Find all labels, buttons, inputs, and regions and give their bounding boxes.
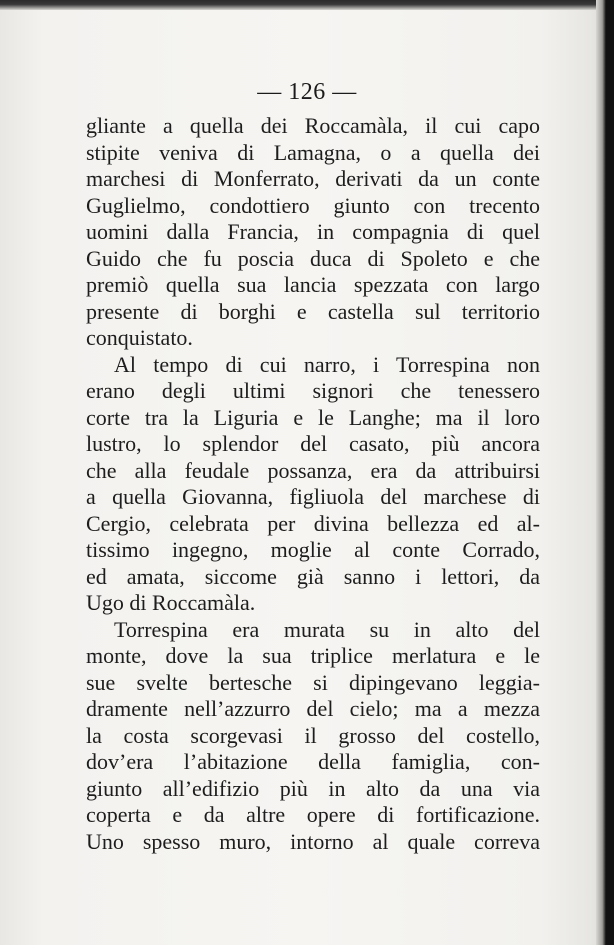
top-page-edge (0, 0, 614, 10)
text-line: presente di borghi e castella sul territorio (86, 298, 540, 324)
text-line: dramente nell’azzurro del cielo; ma a mezza (86, 696, 540, 721)
text-line: Cergio, celebrata per divina bellezza ed al- (86, 510, 540, 536)
text-line: Guido che fu poscia duca di Spoleto e che (86, 245, 540, 271)
text-line: corte tra la Liguria e le Langhe; ma il loro (86, 404, 540, 430)
text-line: stipite veniva di Lamagna, o a quella dei (86, 139, 540, 165)
text-line: uomini dalla Francia, in compagnia di quel (86, 219, 540, 244)
text-line: giunto all’edifizio più in alto da una via (86, 775, 540, 801)
text-line: conquistato. (86, 325, 193, 350)
text-line: Al tempo di cui narro, i Torrespina non (114, 351, 540, 377)
text-line: la costa scorgevasi il grosso del costello, (86, 722, 540, 748)
text-line: Uno spesso muro, intorno al quale correva (86, 828, 540, 854)
text-line: tissimo ingegno, moglie al conte Corrado, (86, 537, 540, 562)
text-line: erano degli ultimi signori che tenessero (86, 378, 540, 403)
text-line: che alla feudale possanza, era da attribuirsi (86, 457, 540, 483)
text-block (86, 113, 540, 855)
text-line: a quella Giovanna, figliuola del marchese di (86, 484, 540, 509)
page-number: — 126 — (257, 79, 357, 105)
text-line: lustro, lo splendor del casato, più ancora (86, 431, 540, 456)
text-line: ed amata, siccome già sanno i lettori, da (86, 563, 540, 589)
text-line: sue svelte bertesche si dipingevano leggia- (86, 669, 540, 695)
text-line: Guglielmo, condottiero giunto con trecento (86, 192, 540, 218)
right-scan-edge (596, 0, 614, 945)
text-line: premiò quella sua lancia spezzata con largo (86, 272, 540, 297)
text-line: gliante a quella dei Roccamàla, il cui capo (86, 113, 540, 138)
text-line: dov’era l’abitazione della famiglia, con- (86, 749, 540, 774)
text-line: monte, dove la sua triplice merlatura e le (86, 643, 540, 668)
text-line: Ugo di Roccamàla. (86, 590, 256, 615)
text-line: Torrespina era murata su in alto del (114, 616, 540, 642)
text-line: coperta e da altre opere di fortificazione. (86, 802, 540, 827)
text-line: marchesi di Monferrato, derivati da un conte (86, 166, 540, 191)
